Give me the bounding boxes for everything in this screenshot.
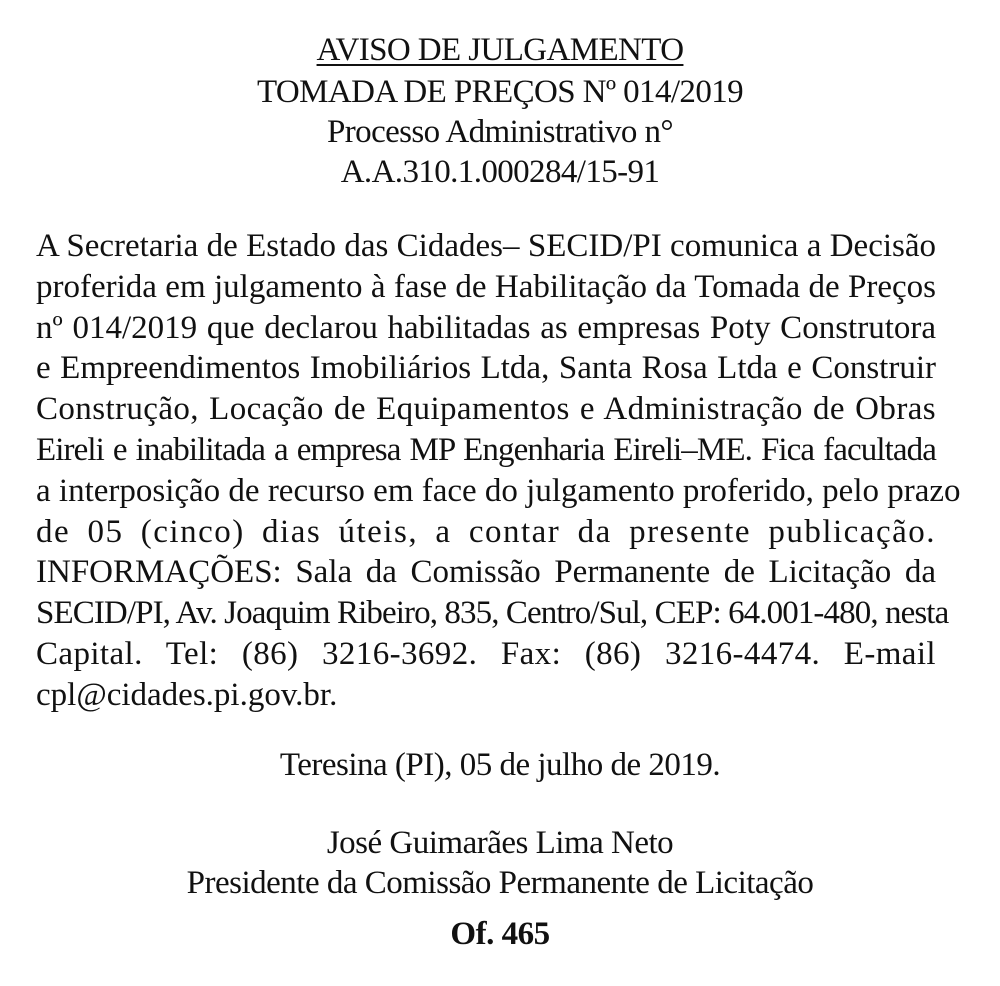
body-line: de 05 (cinco) dias úteis, a contar da presente publicação. <box>36 513 936 550</box>
signer-role: Presidente da Comissão Permanente de Licitação <box>186 865 814 901</box>
body-line: proferida em julgamento à fase de Habilitação da Tomada de Preços <box>36 268 936 305</box>
process-number: A.A.310.1.000284/15-91 <box>340 154 660 190</box>
notice-body <box>36 226 961 716</box>
body-line: e Empreendimentos Imobiliários Ltda, Santa Rosa Ltda e Construir <box>36 350 936 387</box>
notice-title: AVISO DE JULGAMENTO <box>316 32 684 68</box>
body-line: nº 014/2019 que declarou habilitadas as empresas Poty Construtora <box>36 309 936 346</box>
body-line: a interposição de recurso em face do julgamento proferido, pelo prazo <box>36 472 961 509</box>
body-line: Construção, Locação de Equipamentos e Administração de Obras <box>36 391 936 428</box>
body-line: SECID/PI, Av. Joaquim Ribeiro, 835, Centro/Sul, CEP: 64.001-480, nesta <box>36 595 949 632</box>
office-reference: Of. 465 <box>450 916 550 952</box>
body-line: A Secretaria de Estado das Cidades– SECID/PI comunica a Decisão <box>36 228 936 264</box>
body-line: Eireli e inabilitada a empresa MP Engenharia Eireli–ME. Fica facultada <box>36 431 936 468</box>
signer-name: José Guimarães Lima Neto <box>326 825 674 861</box>
place-date: Teresina (PI), 05 de julho de 2019. <box>279 747 721 783</box>
body-line: Capital. Tel: (86) 3216-3692. Fax: (86) 3216-4474. E-mail <box>36 635 936 672</box>
process-label: Processo Administrativo n° <box>327 114 673 150</box>
email-link: cpl@cidades.pi.gov.br. <box>36 676 338 713</box>
notice-subtitle: TOMADA DE PREÇOS Nº 014/2019 <box>256 74 744 110</box>
body-line: INFORMAÇÕES: Sala da Comissão Permanente de Licitação da <box>36 554 936 591</box>
